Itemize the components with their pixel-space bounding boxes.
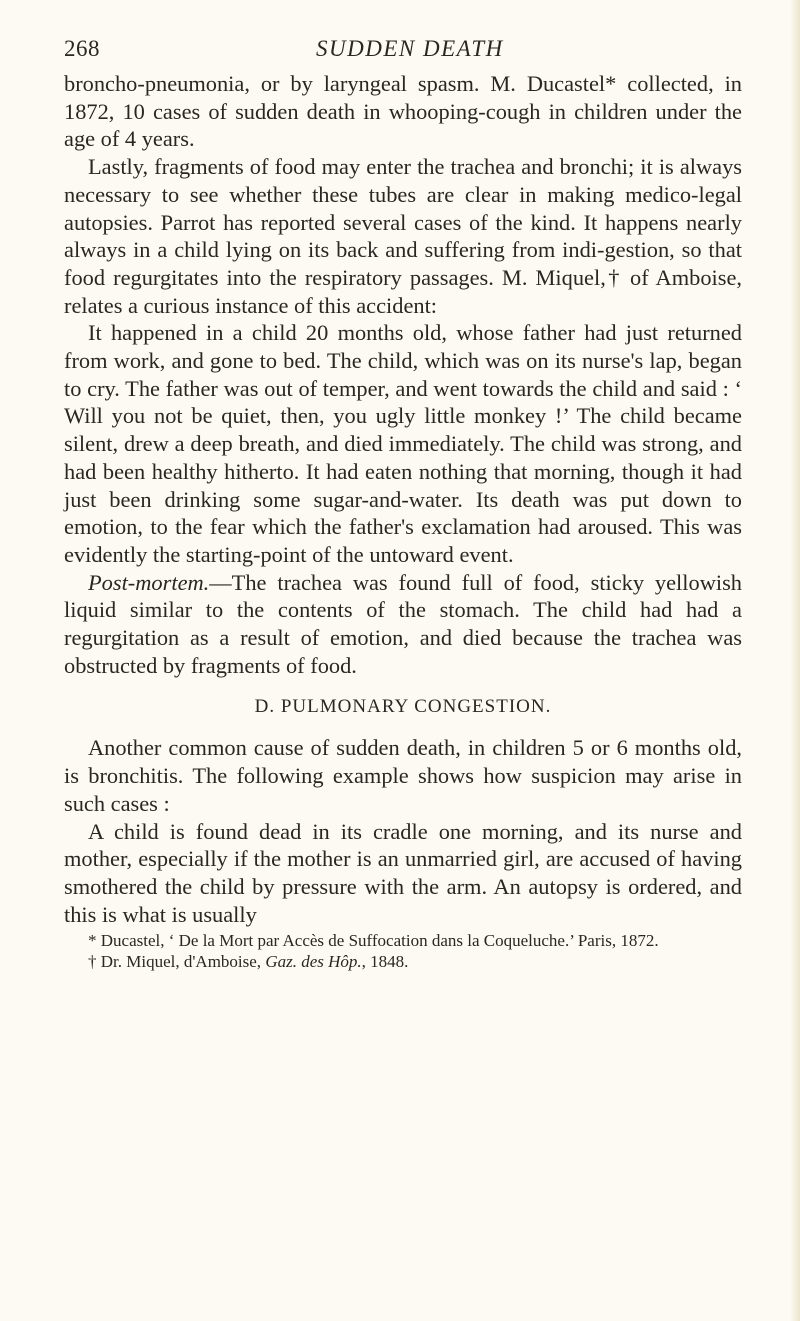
- footnote-miquel: [64, 951, 742, 972]
- paragraph-whooping-cough: broncho-pneumonia, or by laryngeal spasm. M. Ducastel* collected, in 1872, 10 cases of sudden death in whooping-cough in children under the age of 4 years.: [64, 71, 742, 152]
- page-header: [64, 30, 742, 70]
- footnote-miquel-journal: Gaz. des Hôp.: [265, 952, 362, 972]
- paragraph-cradle-case: A child is found dead in its cradle one morning, and its nurse and mother, especially if the mother is an unmarried girl, are accused of having smothered the child by pressure with the arm. An autopsy is ordered, and this is what is usually: [64, 818, 742, 927]
- page-edge-shadow: [790, 0, 800, 1321]
- paragraph-food-fragments: Lastly, fragments of food may enter the trachea and bronchi; it is always necessary to see whether these tubes are clear in making medico-legal autopsies. Parrot has reported several cases of the kind. It happens nearly always in a child lying on its back and suffering from indi-gestion, so that food regurgitates into the respiratory passages. M. Miquel,† of Amboise, relates a curious instance of this accident:: [64, 154, 742, 318]
- footnote-miquel-author: † Dr. Miquel, d'Amboise,: [88, 952, 266, 972]
- page-number: 268: [64, 36, 100, 61]
- paragraph-bronchitis: Another common cause of sudden death, in children 5 or 6 months old, is bronchitis. The following example shows how suspicion may arise in such cases :: [64, 735, 742, 816]
- paragraph-postmortem: [64, 569, 742, 680]
- footnote-miquel-year: , 1848.: [361, 952, 409, 972]
- postmortem-text: —The trachea was found full of food, sticky yellowish liquid similar to the contents of the stomach. The child had had a regurgitation as a result of emotion, and died because the trachea was obstructed by fragments of food.: [64, 569, 742, 678]
- section-heading: D. PULMONARY CONGESTION.: [254, 696, 552, 718]
- footnote-ducastel: * Ducastel, ‘ De la Mort par Accès de Suffocation dans la Coqueluche.’ Paris, 1872.: [88, 931, 659, 951]
- postmortem-label: Post-mortem.: [88, 569, 210, 595]
- body-text: [64, 70, 742, 928]
- book-page: [64, 30, 742, 972]
- footnotes: [64, 930, 742, 972]
- paragraph-case-report: It happened in a child 20 months old, whose father had just returned from work, and gone to bed. The child, which was on its nurse's lap, began to cry. The father was out of temper, and went towards the child and said : ‘ Will you not be quiet, then, you ugly little monkey !’ The child became silent, drew a deep breath, and died immediately. The child was strong, and had been healthy hitherto. It had eaten nothing that morning, though it had just been drinking some sugar-and-water. Its death was put down to emotion, to the fear which the father's exclamation had aroused. This was evidently the starting-point of the untoward event.: [64, 320, 742, 567]
- running-head: SUDDEN DEATH: [316, 36, 504, 61]
